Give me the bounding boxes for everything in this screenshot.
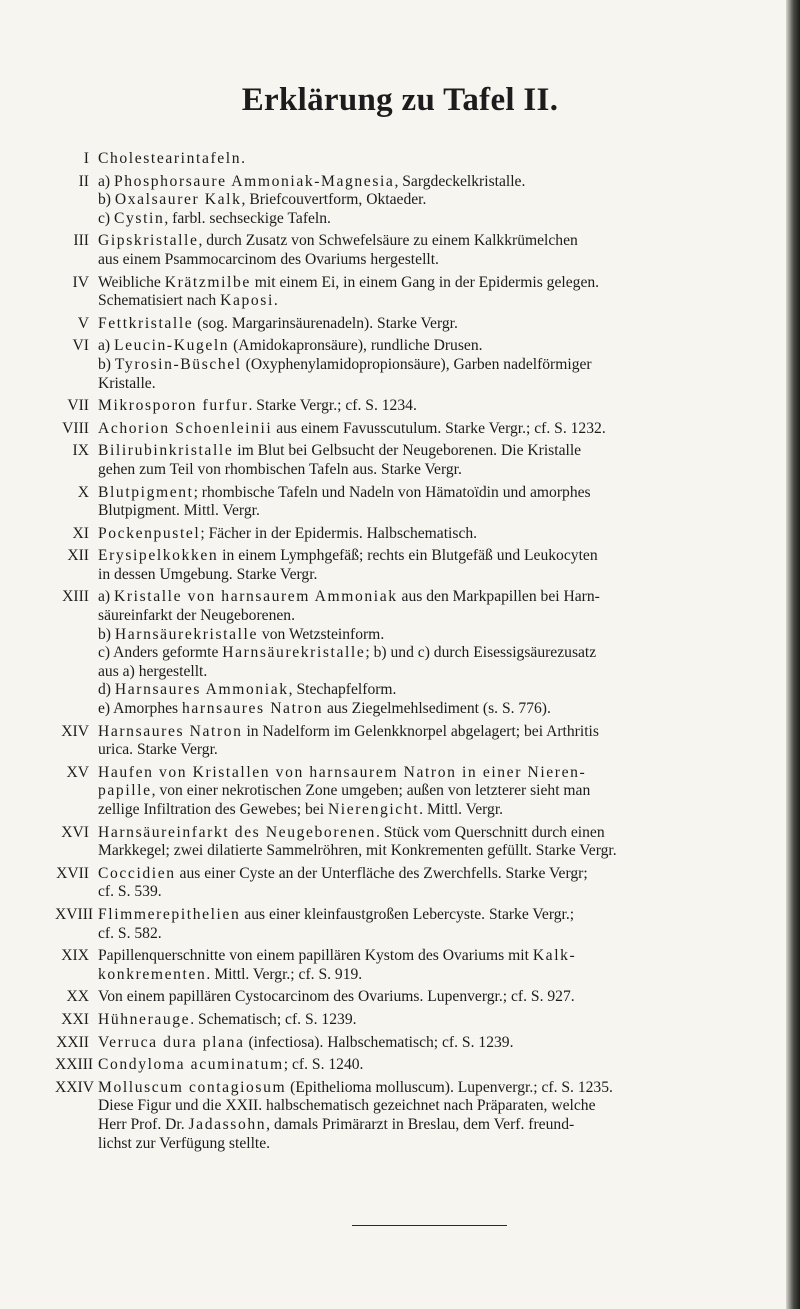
text-segment: a) xyxy=(98,337,115,355)
spaced-term: konkrementen xyxy=(98,965,207,983)
text-segment: b) xyxy=(98,625,115,643)
spaced-term: Cystin xyxy=(114,209,165,227)
entry-text xyxy=(98,420,769,439)
entry-line xyxy=(98,1056,769,1075)
spaced-term: Harnsäurekristalle xyxy=(114,625,258,643)
legend-entry xyxy=(55,397,769,416)
closing-rule xyxy=(352,1225,507,1226)
entry-line xyxy=(98,883,769,902)
text-segment: . xyxy=(273,292,278,310)
spaced-term: Gipskristalle xyxy=(98,232,199,250)
entry-line xyxy=(98,925,769,944)
legend-entry xyxy=(55,588,769,718)
entry-number: XII xyxy=(67,547,89,565)
legend-entry xyxy=(55,947,769,984)
entry-line xyxy=(98,626,769,645)
text-segment: , von einer nekrotischen Zone umgeben; außen von letzterer sieht man xyxy=(151,782,591,800)
text-segment: a) xyxy=(98,588,115,606)
legend-entry xyxy=(55,988,769,1007)
text-segment: Papillenquerschnitte von einem papillären Kystom des Ovariums mit xyxy=(98,947,533,965)
spaced-term: Pockenpustel xyxy=(98,524,201,542)
entry-text xyxy=(98,173,769,229)
text-segment: b) xyxy=(98,191,115,209)
spaced-term: Harnsäureinfarkt des Neugeborenen xyxy=(98,823,376,841)
spaced-term: harnsaures Natron xyxy=(182,700,324,718)
text-segment: zellige Infiltration des Gewebes; bei xyxy=(98,801,328,818)
spaced-term: Coccidien xyxy=(98,864,176,882)
entry-line xyxy=(98,232,769,251)
entry-line xyxy=(98,251,769,270)
entry-number: III xyxy=(73,232,89,250)
entry-text xyxy=(98,525,769,544)
entry-number: XI xyxy=(72,524,89,542)
entry-line xyxy=(98,741,769,760)
entry-line xyxy=(98,274,769,293)
text-segment: (sog. Margarinsäurenadeln). Starke Vergr. xyxy=(193,314,458,332)
text-segment: säureinfarkt der Neugeborenen. xyxy=(98,607,295,625)
legend-entry xyxy=(55,274,769,311)
entry-number: XIII xyxy=(62,588,89,606)
text-segment: . Mittl. Vergr.; cf. S. 919. xyxy=(206,965,363,983)
spaced-term: Harnsäurekristalle xyxy=(222,644,366,662)
entry-line xyxy=(98,782,769,801)
spaced-term: Verruca dura plana xyxy=(98,1033,245,1051)
entry-text xyxy=(98,764,769,820)
entry-text xyxy=(98,442,769,479)
spaced-term: Harnsaures Natron xyxy=(98,722,243,740)
entry-text xyxy=(98,150,769,169)
text-segment: ; Fächer in der Epidermis. Halbschematisch. xyxy=(200,524,478,542)
text-segment: . Starke Vergr.; cf. S. 1234. xyxy=(248,397,417,415)
legend-entry xyxy=(55,1034,769,1053)
entry-line xyxy=(98,801,769,820)
entry-line xyxy=(98,173,769,192)
spaced-term: Krätzmilbe xyxy=(164,273,251,291)
entry-text xyxy=(98,865,769,902)
text-segment: Schematisiert nach xyxy=(98,292,221,310)
entry-number: XXIV xyxy=(55,1078,94,1096)
entry-number: VIII xyxy=(62,419,89,437)
entry-line xyxy=(98,337,769,356)
legend-entry xyxy=(55,150,769,169)
spaced-term: Kaposi xyxy=(220,292,274,310)
text-segment: ; cf. S. 1240. xyxy=(283,1056,364,1074)
entry-number: XX xyxy=(66,988,89,1006)
entry-number: X xyxy=(77,483,89,501)
entry-line xyxy=(98,1034,769,1053)
text-segment: . Stück vom Querschnitt durch einen xyxy=(375,823,605,841)
text-segment: cf. S. 539. xyxy=(98,883,162,901)
text-segment: (infectiosa). Halbschematisch; cf. S. 1239. xyxy=(244,1033,514,1051)
entry-line xyxy=(98,502,769,521)
entry-number: XVII xyxy=(56,864,89,882)
entry-line xyxy=(98,292,769,311)
legend-entry xyxy=(55,1056,769,1075)
entry-text xyxy=(98,1011,769,1030)
legend-entry xyxy=(55,484,769,521)
text-segment: a) xyxy=(98,172,115,190)
entry-text xyxy=(98,232,769,269)
entry-number: IX xyxy=(72,442,89,460)
text-segment: c) Anders geformte xyxy=(98,644,223,662)
entry-line xyxy=(98,644,769,663)
spaced-term: Blutpigment xyxy=(98,483,194,501)
entry-line xyxy=(98,315,769,334)
spaced-term: Fettkristalle xyxy=(98,314,194,332)
text-segment: in dessen Umgebung. Starke Vergr. xyxy=(98,565,318,583)
text-segment: von Wetzsteinform. xyxy=(258,625,385,643)
entry-number: XIV xyxy=(61,722,89,740)
text-segment: , Stechapfelform. xyxy=(288,681,397,699)
entry-line xyxy=(98,842,769,861)
text-segment: aus a) hergestellt. xyxy=(98,662,208,680)
entry-number: XVI xyxy=(61,823,89,841)
entry-text xyxy=(98,1056,769,1075)
entry-number: XVIII xyxy=(55,905,94,923)
legend-entry xyxy=(55,442,769,479)
entry-line xyxy=(98,588,769,607)
entry-number: XXI xyxy=(61,1010,89,1028)
legend-entry xyxy=(55,547,769,584)
entry-line xyxy=(98,1135,769,1154)
spaced-term: Phosphorsaure Ammoniak-Magnesia xyxy=(114,172,395,190)
text-segment: Von einem papillären Cystocarcinom des Ovariums. Lupenvergr.; cf. S. 927. xyxy=(98,988,575,1006)
text-segment: Markkegel; zwei dilatierte Sammelröhren, mit Konkrementen gefüllt. Starke Vergr. xyxy=(98,842,617,860)
entry-line xyxy=(98,1011,769,1030)
text-segment: , farbl. sechseckige Tafeln. xyxy=(164,209,331,227)
entry-number: VII xyxy=(67,397,89,415)
text-segment: lichst zur Verfügung stellte. xyxy=(98,1134,271,1152)
entry-line xyxy=(98,966,769,985)
text-segment: gehen zum Teil von rhombischen Tafeln aus. Starke Vergr. xyxy=(98,460,462,478)
legend-entry xyxy=(55,315,769,334)
text-segment: Blutpigment. Mittl. Vergr. xyxy=(98,502,260,520)
entry-line xyxy=(98,1097,769,1116)
entry-line xyxy=(98,525,769,544)
entry-line xyxy=(98,566,769,585)
text-segment: in Nadelform im Gelenkknorpel abgelagert; bei Arthritis xyxy=(242,722,599,740)
entry-text xyxy=(98,397,769,416)
legend-entry xyxy=(55,232,769,269)
entry-text xyxy=(98,723,769,760)
entry-text xyxy=(98,484,769,521)
spaced-term: Harnsaures Ammoniak xyxy=(114,681,289,699)
text-segment: (Oxyphenylamidopropionsäure), Garben nadelförmiger xyxy=(241,355,592,373)
spaced-term: Kalk- xyxy=(532,947,577,965)
entry-number: XV xyxy=(66,763,89,781)
entry-line xyxy=(98,442,769,461)
text-segment: (Amidokapronsäure), rundliche Drusen. xyxy=(229,337,483,355)
spaced-term: Jadassohn xyxy=(188,1115,267,1133)
spaced-term: Oxalsaurer Kalk xyxy=(114,191,242,209)
entry-line xyxy=(98,191,769,210)
entry-line xyxy=(98,663,769,682)
spaced-term: Kristalle von harnsaurem Ammoniak xyxy=(114,588,398,606)
entry-number: V xyxy=(77,314,89,332)
text-segment: aus Ziegelmehlsediment (s. S. 776). xyxy=(323,700,551,718)
spaced-term: papille xyxy=(98,782,152,800)
entry-line xyxy=(98,681,769,700)
text-segment: urica. Starke Vergr. xyxy=(98,741,218,759)
entry-number: XIX xyxy=(61,947,89,965)
entry-text xyxy=(98,588,769,718)
legend-list xyxy=(55,150,769,1157)
entry-text xyxy=(98,337,769,393)
entry-text xyxy=(98,547,769,584)
entry-line xyxy=(98,420,769,439)
entry-line xyxy=(98,397,769,416)
spaced-term: Mikrosporon furfur xyxy=(98,397,249,415)
text-segment: , Briefcouvertform, Oktaeder. xyxy=(241,191,427,209)
entry-text xyxy=(98,947,769,984)
legend-entry xyxy=(55,906,769,943)
entry-line xyxy=(98,461,769,480)
spaced-term: Bilirubinkristalle xyxy=(98,442,234,460)
text-segment: mit einem Ei, in einem Gang in der Epidermis gelegen. xyxy=(250,273,600,291)
entry-text xyxy=(98,274,769,311)
legend-entry xyxy=(55,865,769,902)
text-segment: aus den Markpapillen bei Harn- xyxy=(397,588,600,606)
spaced-term: Nierengicht xyxy=(327,801,420,818)
legend-entry xyxy=(55,525,769,544)
spaced-term: Condyloma acuminatum xyxy=(98,1056,284,1074)
entry-line xyxy=(98,723,769,742)
entry-number: I xyxy=(83,150,89,167)
entry-number: VI xyxy=(72,337,89,355)
text-segment: Diese Figur und die XXII. halbschematisch gezeichnet nach Präparaten, welche xyxy=(98,1097,596,1115)
spaced-term: Hühnerauge xyxy=(98,1010,191,1028)
entry-line xyxy=(98,947,769,966)
entry-number: IV xyxy=(72,273,89,291)
text-segment: d) xyxy=(98,681,115,699)
legend-entry xyxy=(55,1011,769,1030)
entry-line xyxy=(98,906,769,925)
entry-line xyxy=(98,764,769,783)
legend-entry xyxy=(55,173,769,229)
text-segment: . Mittl. Vergr. xyxy=(419,801,504,818)
legend-entry xyxy=(55,337,769,393)
entry-line xyxy=(98,865,769,884)
entry-line xyxy=(98,484,769,503)
text-segment: aus einem Psammocarcinom des Ovariums hergestellt. xyxy=(98,250,439,268)
text-segment: Herr Prof. Dr. xyxy=(98,1115,189,1133)
entry-text xyxy=(98,906,769,943)
text-segment: , durch Zusatz von Schwefelsäure zu einem Kalkkrümelchen xyxy=(198,232,578,250)
text-segment: in einem Lymphgefäß; rechts ein Blutgefäß und Leukocyten xyxy=(218,547,598,565)
entry-line xyxy=(98,375,769,394)
spaced-term: Achorion Schoenleinii xyxy=(98,419,273,437)
entry-number: XXII xyxy=(56,1033,89,1051)
text-segment: Weibliche xyxy=(98,273,165,291)
spaced-term: Haufen von Kristallen von harnsaurem Natron in einer Nieren- xyxy=(98,763,587,781)
spaced-term: Erysipelkokken xyxy=(98,547,219,565)
text-segment: , Sargdeckelkristalle. xyxy=(394,172,526,190)
text-segment: im Blut bei Gelbsucht der Neugeborenen. Die Kristalle xyxy=(233,442,582,460)
spaced-term: Molluscum contagiosum xyxy=(98,1078,287,1096)
entry-text xyxy=(98,315,769,334)
text-segment: aus einer Cyste an der Unterfläche des Zwerchfells. Starke Vergr; xyxy=(175,864,588,882)
entry-line xyxy=(98,824,769,843)
text-segment: b) xyxy=(98,355,115,373)
legend-entry xyxy=(55,824,769,861)
spaced-term: Leucin-Kugeln xyxy=(114,337,230,355)
legend-entry xyxy=(55,1079,769,1153)
text-segment: cf. S. 582. xyxy=(98,924,162,942)
text-segment: , damals Primärarzt in Breslau, dem Verf. freund- xyxy=(266,1115,575,1133)
text-segment: ; rhombische Tafeln und Nadeln von Hämatoïdin und amorphes xyxy=(193,483,591,501)
text-segment: . Schematisch; cf. S. 1239. xyxy=(190,1010,357,1028)
spaced-term: Tyrosin-Büschel xyxy=(114,355,242,373)
text-segment: e) Amorphes xyxy=(98,700,183,718)
text-segment: aus einer kleinfaustgroßen Lebercyste. Starke Vergr.; xyxy=(240,905,575,923)
page-edge-shadow xyxy=(786,0,800,1309)
text-segment: Kristalle. xyxy=(98,374,156,392)
entry-line xyxy=(98,988,769,1007)
entry-number: XXIII xyxy=(55,1056,94,1074)
legend-entry xyxy=(55,764,769,820)
entry-text xyxy=(98,824,769,861)
entry-number: II xyxy=(78,172,89,190)
text-segment: ; b) und c) durch Eisessigsäurezusatz xyxy=(365,644,597,662)
spaced-term: Flimmerepithelien xyxy=(98,905,241,923)
entry-text xyxy=(98,1034,769,1053)
entry-line xyxy=(98,547,769,566)
entry-line xyxy=(98,356,769,375)
legend-entry xyxy=(55,723,769,760)
entry-line xyxy=(98,607,769,626)
entry-line xyxy=(98,150,769,169)
legend-entry xyxy=(55,420,769,439)
entry-text xyxy=(98,1079,769,1153)
entry-line xyxy=(98,700,769,719)
entry-line xyxy=(98,1079,769,1098)
text-segment: c) xyxy=(98,209,115,227)
page-title: Erklärung zu Tafel II. xyxy=(241,82,559,118)
entry-line xyxy=(98,1116,769,1135)
entry-text xyxy=(98,988,769,1007)
spaced-term: Cholestearintafeln. xyxy=(98,150,247,167)
entry-line xyxy=(98,210,769,229)
text-segment: (Epithelioma molluscum). Lupenvergr.; cf. S. 1235. xyxy=(286,1078,613,1096)
text-segment: aus einem Favusscutulum. Starke Vergr.; cf. S. 1232. xyxy=(272,419,606,437)
